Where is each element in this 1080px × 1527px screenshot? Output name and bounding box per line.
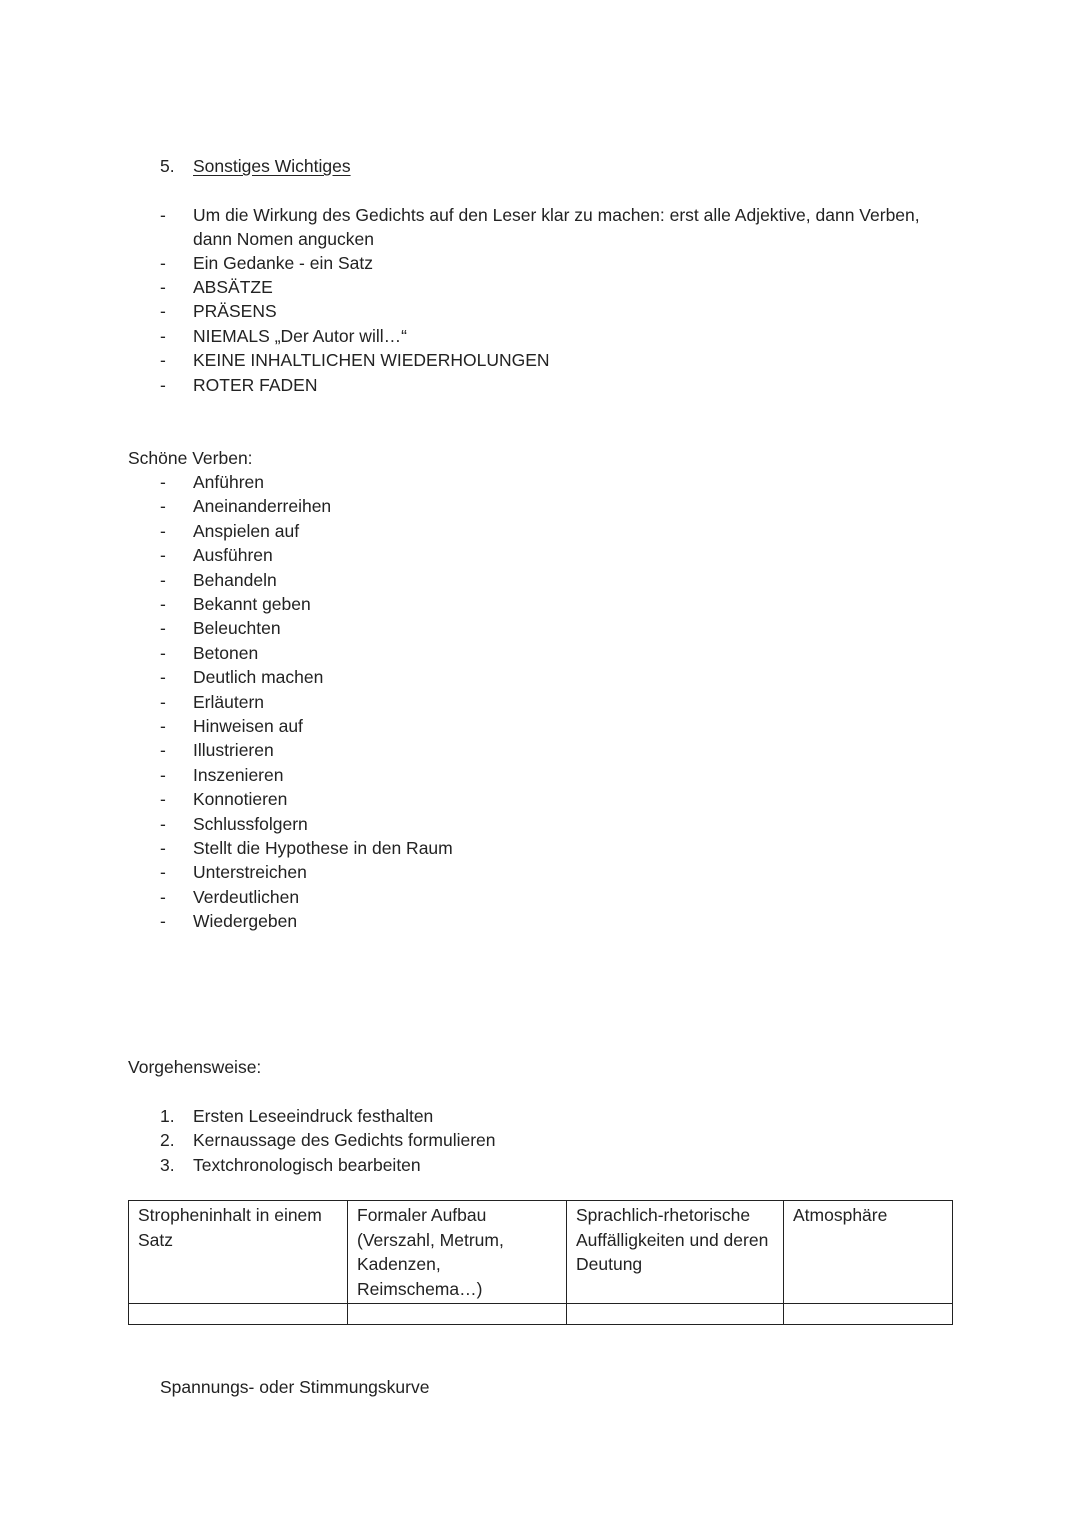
dash-bullet: - <box>160 472 166 492</box>
dash-bullet: - <box>160 691 166 712</box>
table-header-cell: Stropheninhalt in einem Satz <box>129 1201 348 1304</box>
dash-bullet: - <box>160 326 166 346</box>
step-number: 1. <box>160 1106 175 1126</box>
table-header-row <box>129 1201 953 1304</box>
verb-text: Inszenieren <box>193 764 284 785</box>
list-item-text: dann Nomen angucken <box>193 229 374 249</box>
verb-text: Erläutern <box>193 691 265 712</box>
dash-bullet: - <box>160 496 166 517</box>
dash-bullet: - <box>160 569 166 590</box>
dash-bullet: - <box>160 764 166 785</box>
dash-bullet: - <box>160 277 166 297</box>
procedure-heading: Vorgehensweise: <box>128 1057 262 1077</box>
list-item-text: ABSÄTZE <box>193 277 273 297</box>
curve-label: Spannungs- oder Stimmungskurve <box>160 1377 430 1397</box>
verb-text: Wiedergeben <box>193 911 298 932</box>
list-item-text: Um die Wirkung des Gedichts auf den Leser klar zu machen: erst alle Adjektive, dann Verben, <box>193 205 920 225</box>
table-row <box>129 1304 953 1325</box>
verb-text: Stellt die Hypothese in den Raum <box>193 838 453 858</box>
dash-bullet: - <box>160 253 166 273</box>
table-cell <box>348 1304 567 1325</box>
step-text: Textchronologisch bearbeiten <box>193 1154 421 1175</box>
table-header-cell: Atmosphäre <box>784 1201 953 1304</box>
section-number: 5. <box>160 156 175 176</box>
verb-text: Anführen <box>193 472 265 492</box>
dash-bullet: - <box>160 911 166 932</box>
dash-bullet: - <box>160 862 166 883</box>
step-text: Kernaussage des Gedichts formulieren <box>193 1130 496 1151</box>
step-text: Ersten Leseeindruck festhalten <box>193 1106 434 1126</box>
verb-text: Behandeln <box>193 569 277 590</box>
dash-bullet: - <box>160 301 166 321</box>
dash-bullet: - <box>160 716 166 736</box>
step-number: 2. <box>160 1130 175 1151</box>
verb-text: Illustrieren <box>193 740 274 761</box>
dash-bullet: - <box>160 350 166 370</box>
dash-bullet: - <box>160 838 166 858</box>
verb-text: Aneinanderreihen <box>193 496 332 517</box>
table-header-cell: Sprachlich-rhetorische Auffälligkeiten und deren Deutung <box>567 1201 784 1304</box>
verb-text: Anspielen auf <box>193 520 300 541</box>
dash-bullet: - <box>160 789 166 810</box>
dash-bullet: - <box>160 545 166 566</box>
verb-text: Hinweisen auf <box>193 716 303 736</box>
list-item-text: NIEMALS „Der Autor will…“ <box>193 326 407 346</box>
verb-text: Schlussfolgern <box>193 813 308 834</box>
table-cell <box>784 1304 953 1325</box>
list-item-text: ROTER FADEN <box>193 375 318 395</box>
table-cell <box>129 1304 348 1325</box>
analysis-table <box>128 1200 953 1325</box>
list-item-text: Ein Gedanke - ein Satz <box>193 253 373 273</box>
dash-bullet: - <box>160 886 166 907</box>
verb-text: Beleuchten <box>193 618 281 639</box>
dash-bullet: - <box>160 375 166 395</box>
list-item-text: KEINE INHALTLICHEN WIEDERHOLUNGEN <box>193 350 550 370</box>
dash-bullet: - <box>160 618 166 639</box>
verb-text: Konnotieren <box>193 789 288 810</box>
dash-bullet: - <box>160 642 166 663</box>
dash-bullet: - <box>160 667 166 688</box>
verb-text: Ausführen <box>193 545 273 566</box>
dash-bullet: - <box>160 205 166 225</box>
dash-bullet: - <box>160 813 166 834</box>
verb-text: Unterstreichen <box>193 862 307 883</box>
verb-text: Betonen <box>193 642 259 663</box>
list-item-text: PRÄSENS <box>193 301 277 321</box>
table-header-cell: Formaler Aufbau (Verszahl, Metrum, Kadenzen, Reimschema…) <box>348 1201 567 1304</box>
verb-text: Deutlich machen <box>193 667 324 688</box>
dash-bullet: - <box>160 520 166 541</box>
verbs-heading: Schöne Verben: <box>128 448 253 468</box>
dash-bullet: - <box>160 594 166 614</box>
dash-bullet: - <box>160 740 166 761</box>
verb-text: Bekannt geben <box>193 594 311 614</box>
section-title: Sonstiges Wichtiges <box>193 156 351 176</box>
table-cell <box>567 1304 784 1325</box>
step-number: 3. <box>160 1154 175 1175</box>
verb-text: Verdeutlichen <box>193 886 300 907</box>
